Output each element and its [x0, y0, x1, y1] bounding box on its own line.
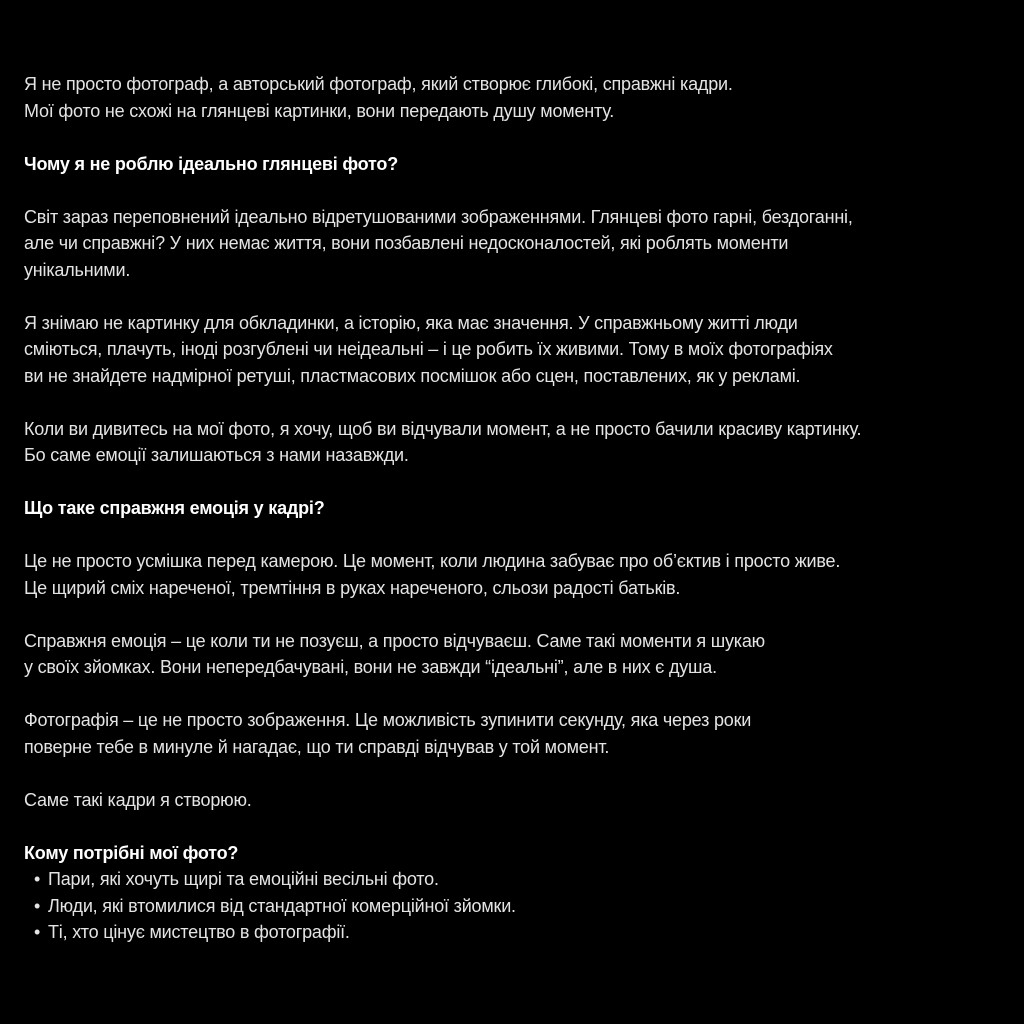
bullet-icon: •: [34, 869, 41, 889]
text-line: унікальними.: [24, 259, 131, 280]
paragraph: [24, 787, 1004, 814]
text-line: Це не просто усмішка перед камерою. Це момент, коли людина забуває про об’єктив і просто живе.: [24, 551, 841, 571]
text-line: Бо саме емоції залишаються з нами назавжди.: [24, 445, 409, 465]
text-line: Я не просто фотограф, а авторський фотограф, який створює глибокі, справжні кадри.: [24, 74, 733, 94]
paragraph: [24, 707, 1004, 760]
audience-list: [24, 866, 1004, 946]
text-line: Світ зараз переповнений ідеально відретушованими зображеннями. Глянцеві фото гарні, бездоганні,: [24, 206, 853, 227]
list-item-text: Ті, хто цінує мистецтво в фотографії.: [48, 922, 350, 942]
bullet-icon: •: [34, 922, 41, 942]
paragraph: [24, 548, 1004, 601]
text-line: сміються, плачуть, іноді розгублені чи неідеальні – і це робить їх живими. Тому в моїх фотографіях: [24, 339, 833, 359]
paragraph: [24, 204, 1004, 284]
text-line: Я знімаю не картинку для обкладинки, а історію, яка має значення. У справжньому житті люди: [24, 312, 798, 333]
text-line: ви не знайдете надмірної ретуші, пластмасових посмішок або сцен, поставлених, як у рекламі.: [24, 365, 801, 386]
text-line: у своїх зйомках. Вони непередбачувані, вони не завжди “ідеальні”, але в них є душа.: [24, 657, 717, 677]
intro-paragraph: [24, 71, 1004, 124]
list-item: [34, 893, 1004, 920]
list-item: [34, 919, 1004, 946]
text-line: але чи справжні? У них немає життя, вони позбавлені недосконалостей, які роблять моменти: [24, 233, 789, 253]
paragraph: [24, 628, 1004, 681]
list-item-text: Пари, які хочуть щирі та емоційні весільні фото.: [48, 869, 439, 889]
list-item-text: Люди, які втомилися від стандартної комерційної зйомки.: [48, 895, 516, 916]
text-line: Справжня емоція – це коли ти не позуєш, а просто відчуваєш. Саме такі моменти я шукаю: [24, 630, 765, 651]
text-line: Це щирий сміх нареченої, тремтіння в руках нареченого, сльози радості батьків.: [24, 577, 681, 598]
bullet-icon: •: [34, 895, 41, 916]
text-line: Коли ви дивитесь на мої фото, я хочу, щоб ви відчували момент, а не просто бачили красиву картинку.: [24, 418, 862, 439]
section-heading-emotion: Що таке справжня емоція у кадрі?: [24, 498, 325, 518]
paragraph: [24, 416, 1004, 469]
text-line: Фотографія – це не просто зображення. Це можливість зупинити секунду, яка через роки: [24, 710, 752, 730]
section-heading-audience: Кому потрібні мої фото?: [24, 842, 239, 863]
text-line: Саме такі кадри я створюю.: [24, 789, 252, 810]
text-line: Мої фото не схожі на глянцеві картинки, вони передають душу моменту.: [24, 100, 615, 121]
paragraph: [24, 310, 1004, 390]
document-body: [24, 71, 1004, 946]
list-item: [34, 866, 1004, 893]
section-heading-glossy: Чому я не роблю ідеально глянцеві фото?: [24, 153, 398, 174]
text-line: поверне тебе в минуле й нагадає, що ти справді відчував у той момент.: [24, 736, 610, 757]
